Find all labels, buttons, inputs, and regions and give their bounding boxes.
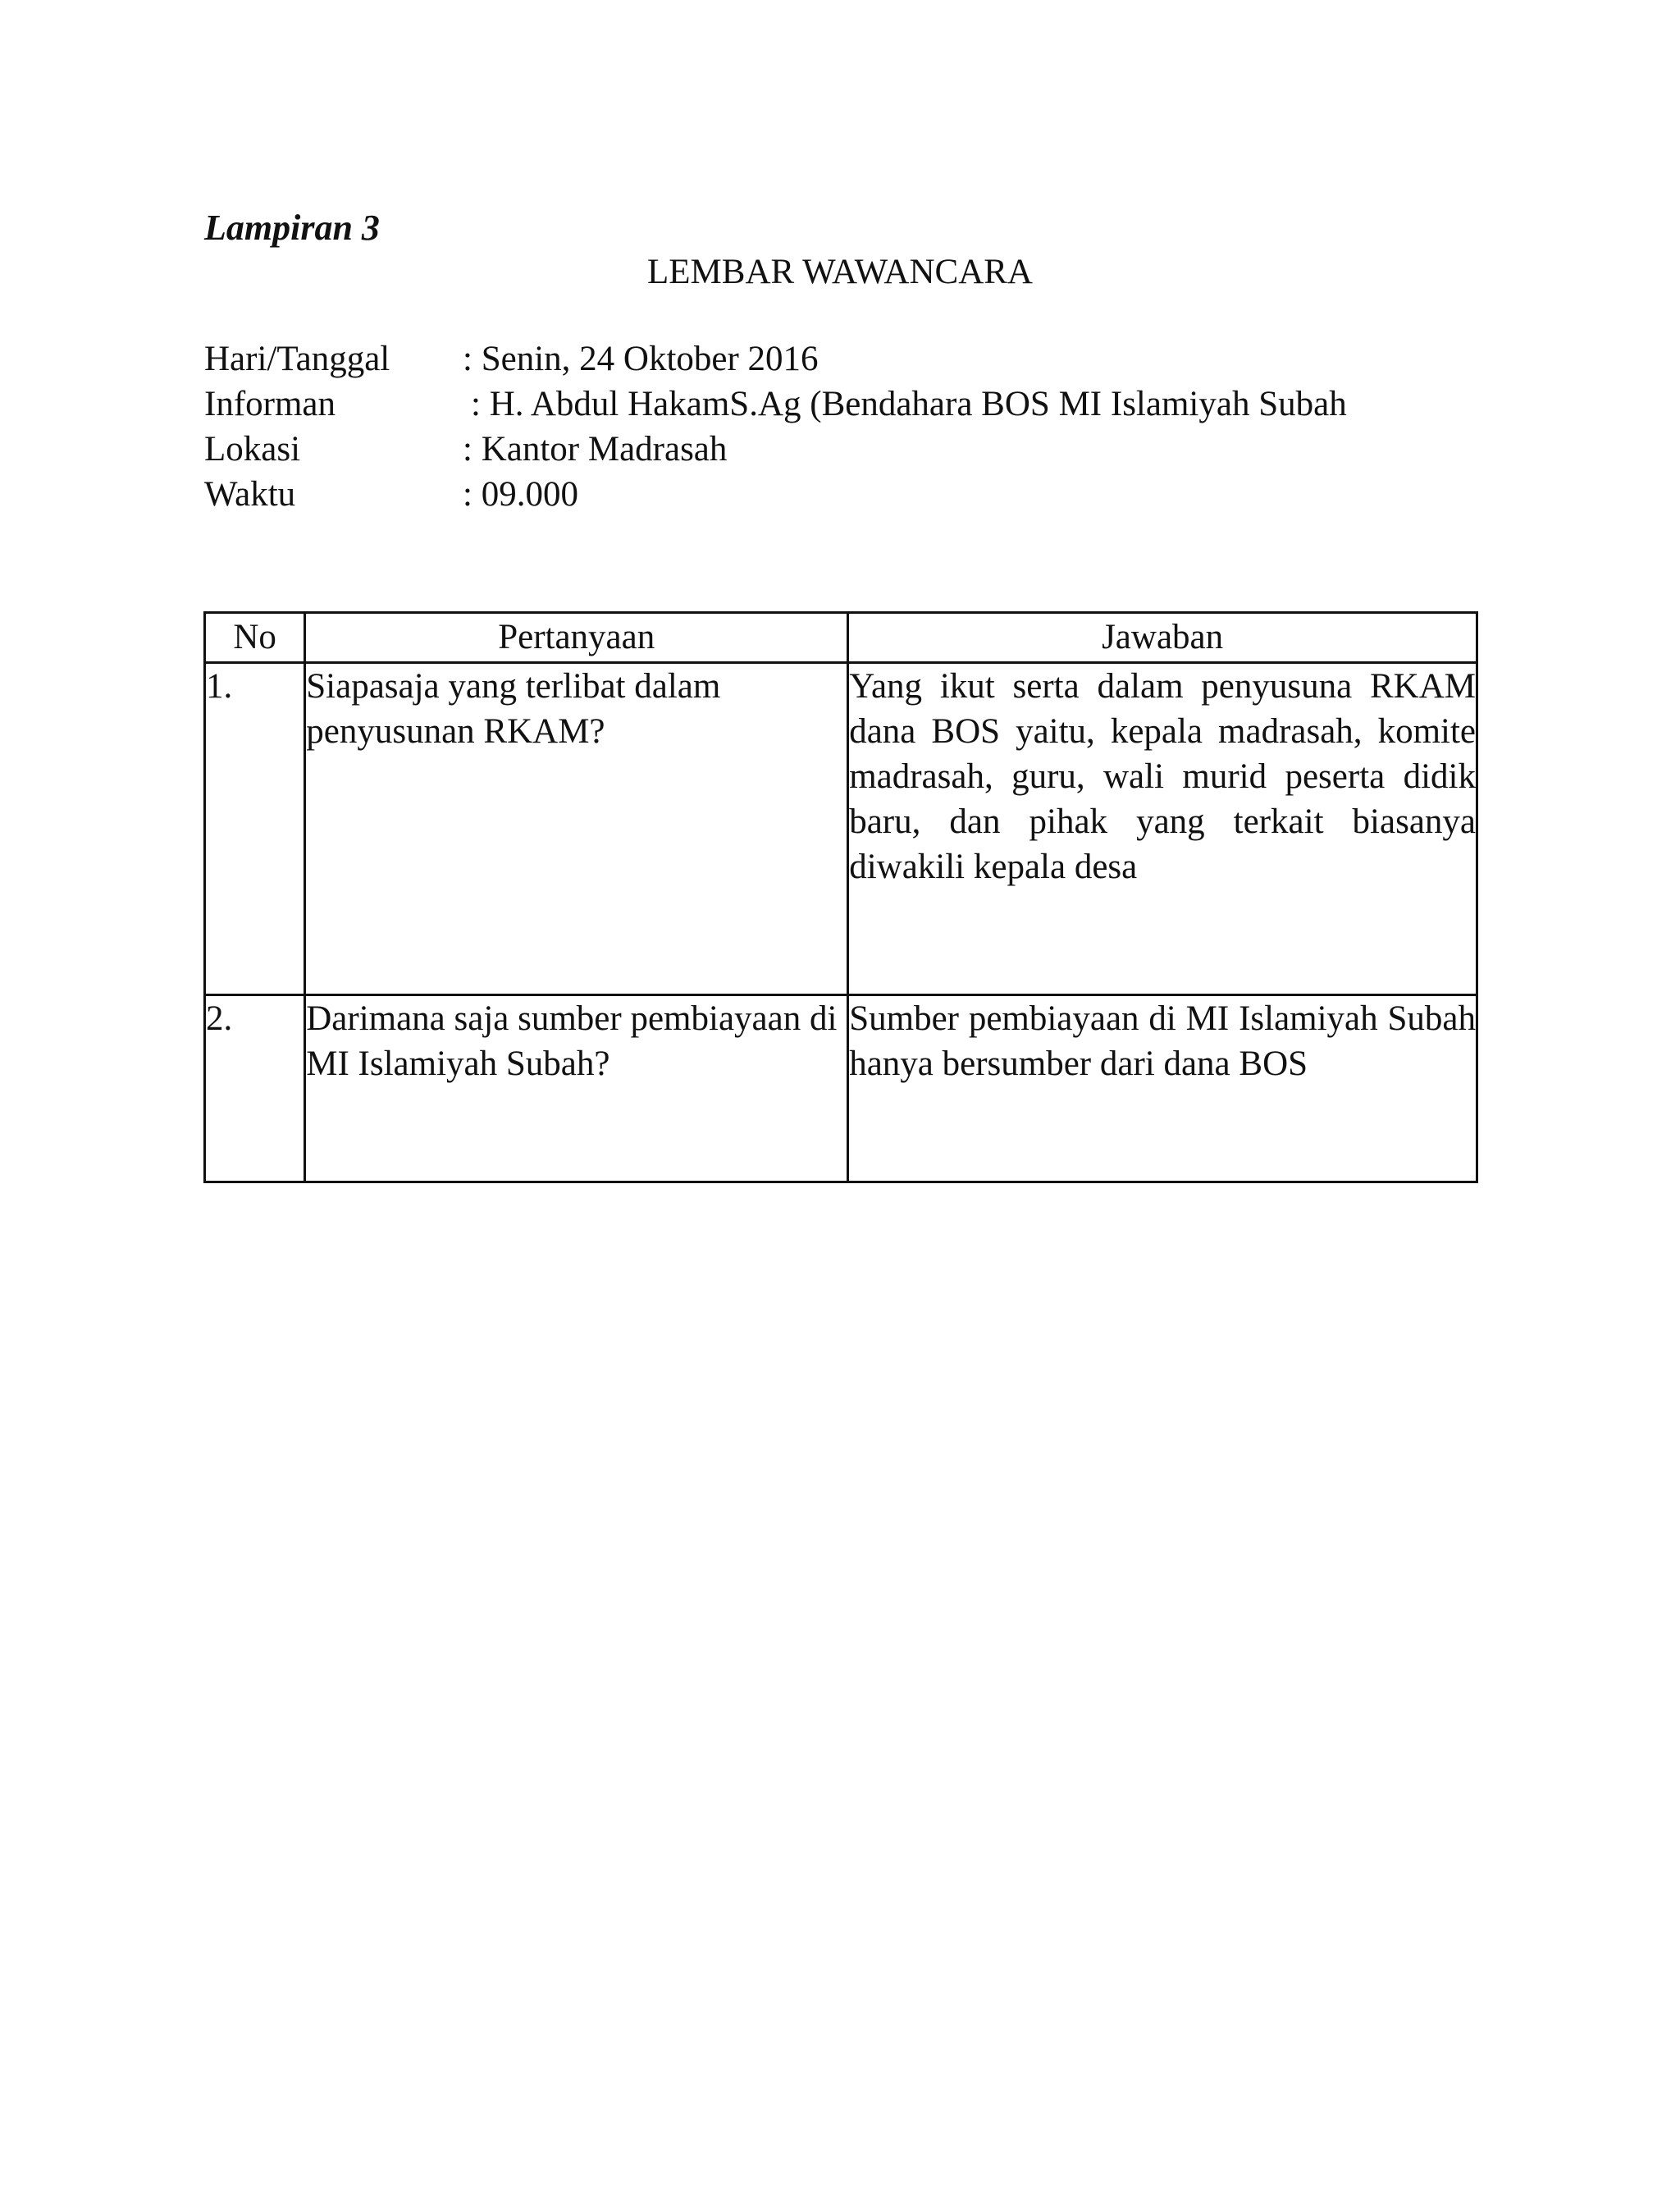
time-value: : 09.000 bbox=[463, 475, 578, 514]
info-row-informant bbox=[204, 382, 1517, 427]
info-row-location bbox=[204, 427, 1517, 472]
row-number: 2. bbox=[205, 995, 305, 1182]
day-date-label: Hari/Tanggal bbox=[204, 340, 390, 378]
question-cell: Darimana saja sumber pembiayaan di MI Islamiyah Subah? bbox=[305, 995, 848, 1182]
time-label: Waktu bbox=[204, 475, 296, 514]
table-row bbox=[205, 663, 1477, 995]
interview-table bbox=[203, 611, 1478, 1183]
table-row bbox=[205, 995, 1477, 1182]
appendix-label: Lampiran 3 bbox=[204, 208, 380, 248]
location-label: Lokasi bbox=[204, 430, 301, 469]
informant-label: Informan bbox=[204, 385, 336, 423]
answer-cell: Yang ikut serta dalam penyusuna RKAM dana BOS yaitu, kepala madrasah, komite madrasah, guru, wali murid peserta didik baru, dan pihak yang terkait biasanya diwakili kepala desa bbox=[848, 663, 1477, 995]
location-value: : Kantor Madrasah bbox=[463, 430, 728, 469]
answer-cell: Sumber pembiayaan di MI Islamiyah Subah hanya bersumber dari dana BOS bbox=[848, 995, 1477, 1182]
row-number: 1. bbox=[205, 663, 305, 995]
document-title: LEMBAR WAWANCARA bbox=[647, 253, 1033, 291]
question-cell: Siapasaja yang terlibat dalam penyusunan RKAM? bbox=[305, 663, 848, 995]
header-question: Pertanyaan bbox=[305, 613, 848, 663]
header-no: No bbox=[205, 613, 305, 663]
interview-info bbox=[204, 336, 1517, 517]
info-row-date bbox=[204, 336, 1517, 382]
informant-value: : H. Abdul HakamS.Ag (Bendahara BOS MI Islamiyah Subah bbox=[471, 385, 1347, 423]
table-header-row bbox=[205, 613, 1477, 663]
day-date-value: : Senin, 24 Oktober 2016 bbox=[463, 340, 819, 378]
info-row-time bbox=[204, 472, 1517, 517]
header-answer: Jawaban bbox=[848, 613, 1477, 663]
